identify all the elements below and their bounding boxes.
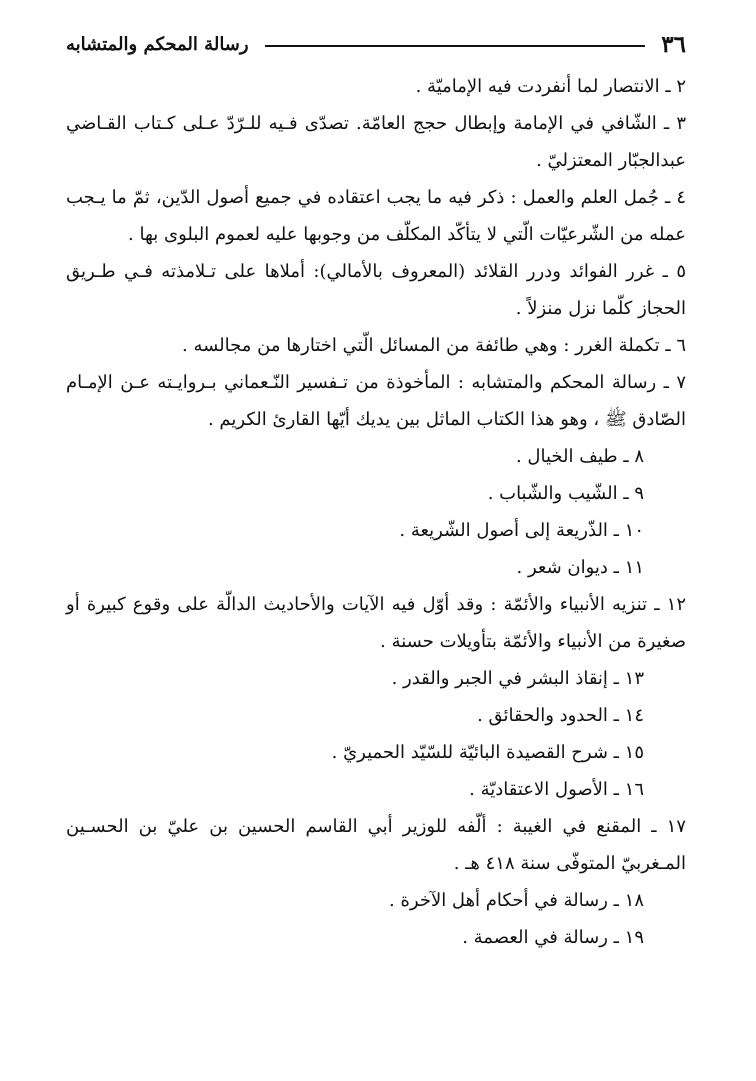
list-item: ٧ ـ رسالة المحكم والمتشابه : المأخوذة من تـفسير النّـعماني بـروايـته عـن الإمـام الصّادق ﷺ ، وهو هذا الكتاب الماثل بين يديك أيّها القارئ الكريم . (66, 372, 686, 430)
list-item: ٤ ـ جُمل العلم والعمل : ذكر فيه ما يجب اعتقاده في جميع أصول الدّين، ثمّ ما يـجب عمله من الشّرعيّات الّتي لا يتأكّد المكلّف من وجوبها عليه لعموم البلوى بها . (66, 187, 686, 245)
list-item: ١٧ ـ المقنع في الغيبة : ألّفه للوزير أبي القاسم الحسين بن عليّ بن الحسـين المـغربيّ المتوفّى سنة ٤١٨ هـ . (66, 816, 686, 874)
works-list (66, 68, 686, 956)
list-item: ٨ ـ طيف الخيال . (515, 446, 644, 467)
header-rule (265, 45, 646, 47)
list-item: ٦ ـ تكملة الغرر : وهي طائفة من المسائل الّتي اختارها من مجالسه . (182, 335, 686, 356)
page-header (66, 26, 686, 62)
list-item: ١٣ ـ إنقاذ البشر في الجبر والقدر . (391, 668, 644, 689)
list-item: ٢ ـ الانتصار لما أنفردت فيه الإماميّة . (415, 76, 686, 97)
list-item: ١٤ ـ الحدود والحقائق . (477, 705, 644, 726)
page-number: ٣٦ (661, 30, 686, 58)
list-item: ١٦ ـ الأصول الاعتقاديّة . (469, 779, 644, 800)
list-item: ١٠ ـ الذّريعة إلى أصول الشّريعة . (399, 520, 644, 541)
list-item: ٣ ـ الشّافي في الإمامة وإبطال حجج العامّة. تصدّى فـيه للـرّدّ عـلى كـتاب القـاضي عبدالجبّار المعتزليّ . (66, 113, 686, 171)
list-item: ٥ ـ غرر الفوائد ودرر القلائد (المعروف بالأمالي): أملاها على تـلامذته فـي طـريق الحجاز كلّما نزل منزلاً . (66, 261, 686, 319)
list-item: ١٨ ـ رسالة في أحكام أهل الآخرة . (389, 890, 644, 911)
list-item: ١٥ ـ شرح القصيدة البائيّة للسّيّد الحميريّ . (331, 742, 644, 763)
running-title: رسالة المحكم والمتشابه (66, 33, 249, 55)
book-page (66, 26, 686, 956)
list-item: ١٩ ـ رسالة في العصمة . (462, 927, 644, 948)
list-item: ٩ ـ الشّيب والشّباب . (487, 483, 644, 504)
list-item: ١٢ ـ تنزيه الأنبياء والأئمّة : وقد أوّل فيه الآيات والأحاديث الدالّة على وقوع كبيرة أو صغيرة من الأنبياء والأئمّة بتأويلات حسنة . (66, 594, 686, 652)
list-item: ١١ ـ ديوان شعر . (516, 557, 644, 578)
